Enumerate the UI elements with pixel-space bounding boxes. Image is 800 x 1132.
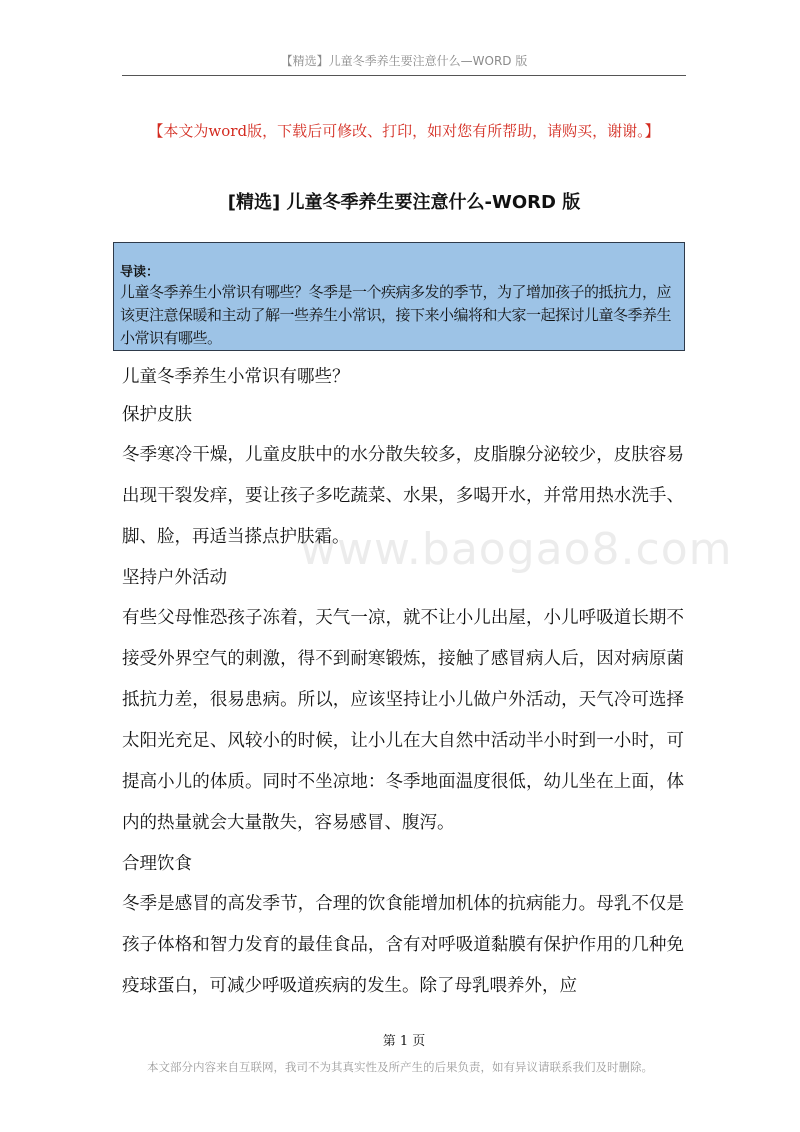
header-divider <box>122 75 686 76</box>
article-body <box>122 357 684 1007</box>
watermark: www.baogao8.com <box>300 524 733 575</box>
abstract-text: 儿童冬季养生小常识有哪些？冬季是一个疾病多发的季节，为了增加孩子的抵抗力，应该更注意保暖和主动了解一些养生小常识，接下来小编将和大家一起探讨儿童冬季养生小常识有哪些。 <box>120 283 672 347</box>
page-header: 【精选】儿童冬季养生要注意什么—WORD 版 <box>280 54 528 68</box>
section-heading-diet: 合理饮食 <box>122 854 192 874</box>
abstract-box <box>113 242 685 351</box>
page-number: 第 1 页 <box>382 1034 426 1049</box>
intro-heading: 儿童冬季养生小常识有哪些？ <box>122 367 350 387</box>
section-heading-skin: 保护皮肤 <box>122 405 192 425</box>
section-text-outdoor: 有些父母惟恐孩子冻着，天气一凉，就不让小儿出屋，小儿呼吸道长期不接受外界空气的刺激，得不到耐寒锻炼，接触了感冒病人后，因对病原菌抵抗力差，很易患病。所以，应该坚持让小儿做户外活动，天气冷可选择太阳光充足、风较小的时候，让小儿在大自然中活动半小时到一小时，可提高小儿的体质。同时不坐凉地：冬季地面温度很低，幼儿坐在上面，体内的热量就会大量散失，容易感冒、腹泻。 <box>122 608 684 833</box>
section-text-skin: 冬季寒冷干燥，儿童皮肤中的水分散失较多，皮脂腺分泌较少，皮肤容易出现干裂发痒，要让孩子多吃蔬菜、水果，多喝开水，并常用热水洗手、脚、脸，再适当搽点护肤霜。 <box>122 445 684 547</box>
purchase-notice: 【本文为word版，下载后可修改、打印，如对您有所帮助，请购买，谢谢。】 <box>148 122 660 140</box>
section-heading-outdoor: 坚持户外活动 <box>122 568 227 588</box>
page-footer: 本文部分内容来自互联网，我司不为其真实性及所产生的后果负责，如有异议请联系我们及时删除。 <box>147 1060 653 1074</box>
abstract-label: 导读： <box>120 265 160 280</box>
document-title: [精选] 儿童冬季养生要注意什么-WORD 版 <box>227 192 581 213</box>
section-text-diet: 冬季是感冒的高发季节，合理的饮食能增加机体的抗病能力。母乳不仅是孩子体格和智力发育的最佳食品，含有对呼吸道黏膜有保护作用的几种免疫球蛋白，可减少呼吸道疾病的发生。除了母乳喂养外，应 <box>122 894 684 996</box>
